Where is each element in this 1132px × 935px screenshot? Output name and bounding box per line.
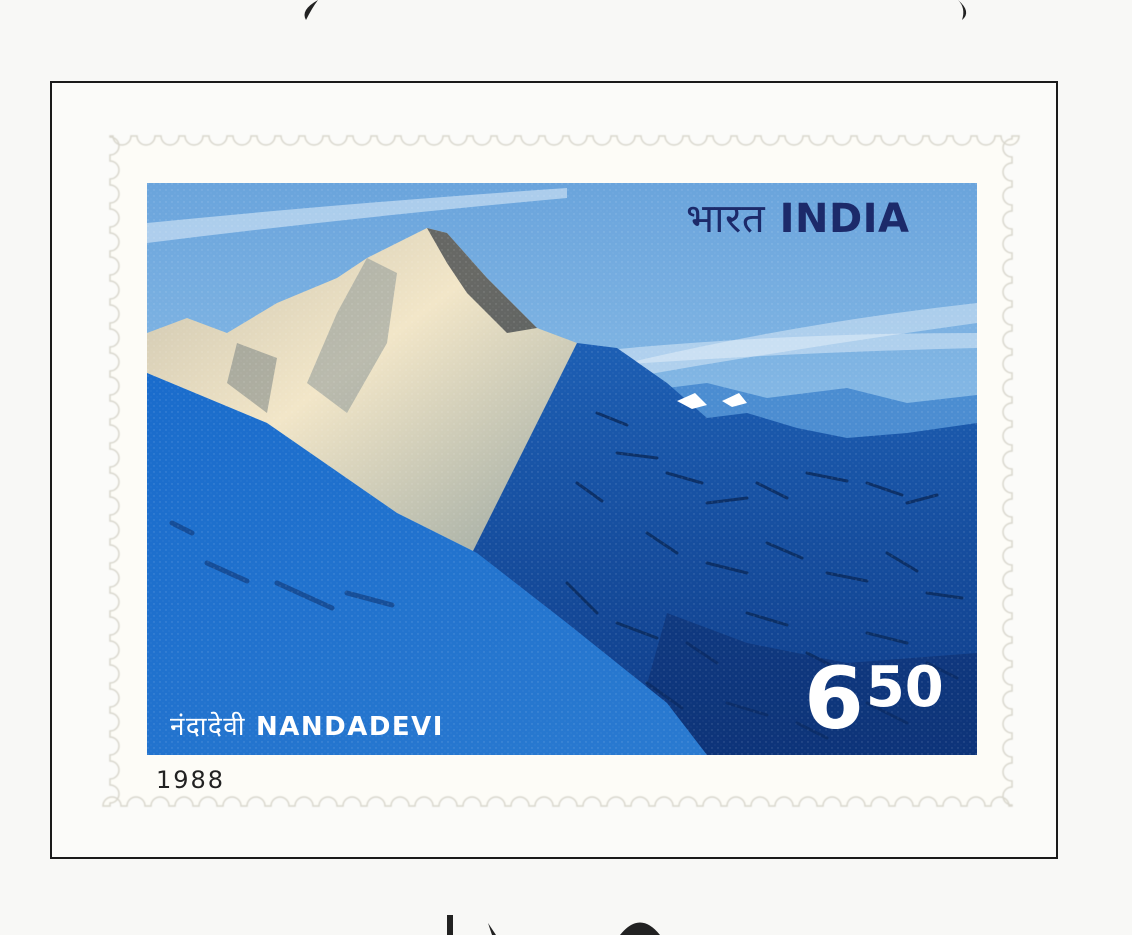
country-name xyxy=(686,189,909,244)
top-cropped-fragment xyxy=(0,0,1132,40)
caption-devanagari: नंदादेवी xyxy=(170,712,246,742)
denomination xyxy=(804,649,944,749)
denomination-paise: 50 xyxy=(865,655,944,720)
caption-latin: NANDADEVI xyxy=(255,712,444,742)
issue-year: 1988 xyxy=(156,766,226,794)
country-latin: INDIA xyxy=(779,196,910,242)
peak-caption xyxy=(170,707,444,743)
denomination-rupee: 6 xyxy=(804,649,864,749)
country-devanagari: भारत xyxy=(686,196,766,242)
bottom-cropped-fragment xyxy=(0,895,1132,935)
